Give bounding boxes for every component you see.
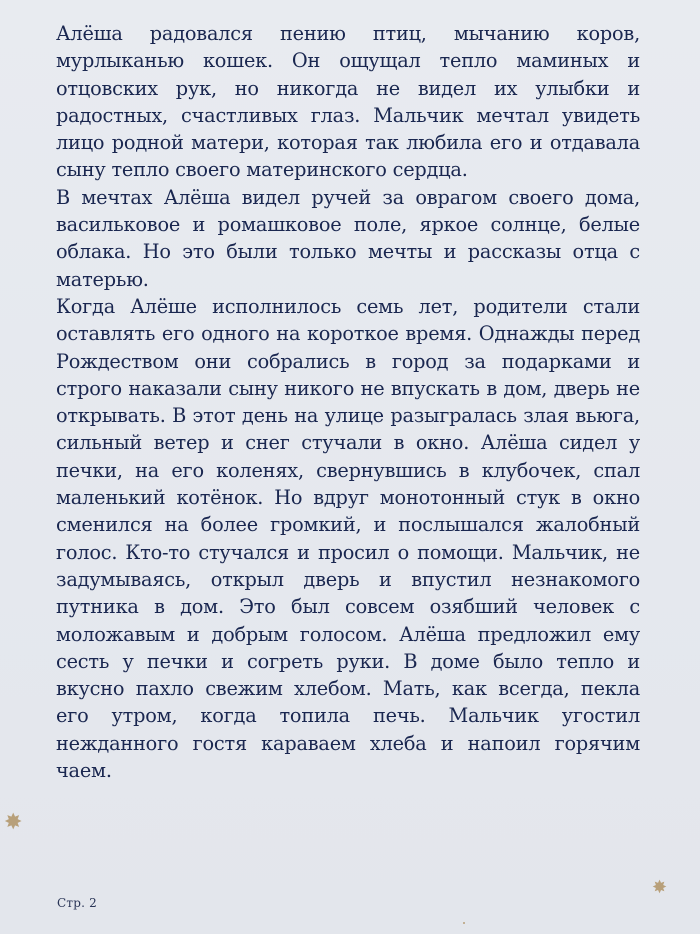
page-number: Стр. 2 [57, 896, 97, 910]
star-ornament-icon: ✸ [4, 810, 23, 835]
dot-ornament [463, 922, 465, 924]
story-paragraph-2: В мечтах Алёша видел ручей за оврагом своего дома, васильковое и ромашковое поле, яркое солнце, белые облака. Но это были только мечты и рассказы отца с матерью. [56, 185, 640, 291]
story-paragraph-3: Когда Алёше исполнилось семь лет, родители стали оставлять его одного на короткое время. Однажды перед Рождеством они собрались в город за подарками и строго наказали сыну никого не впускать в дом, дверь не открывать. В этот день на улице разыгралась злая вьюга, сильный ветер и снег стучали в окно. Алёша сидел у печки, на его коленях, свернувшись в клубочек, спал маленький котёнок. Но вдруг монотонный стук в окно сменился на более громкий, и послышался жалобный голос. Кто-то стучался и просил о помощи. Мальчик, не задумываясь, открыл дверь и впустил незнакомого путника в дом. Это был совсем озябший человек с моложавым и добрым голосом. Алёша предложил ему сесть у печки и согреть руки. В доме было тепло и вкусно пахло свежим хлебом. Мать, как всегда, пекла его утром, когда топила печь. Мальчик угостил нежданного гостя караваем хлеба и напоил горячим чаем. [56, 294, 640, 783]
star-ornament-icon: ✸ [652, 877, 668, 898]
story-text [56, 20, 640, 784]
story-paragraph-1: Алёша радовался пению птиц, мычанию коров, мурлыканью кошек. Он ощущал тепло маминых и отцовских рук, но никогда не видел их улыбки и радостных, счастливых глаз. Мальчик мечтал увидеть лицо родной матери, которая так любила его и отдавала сыну тепло своего материнского сердца. [56, 22, 640, 182]
